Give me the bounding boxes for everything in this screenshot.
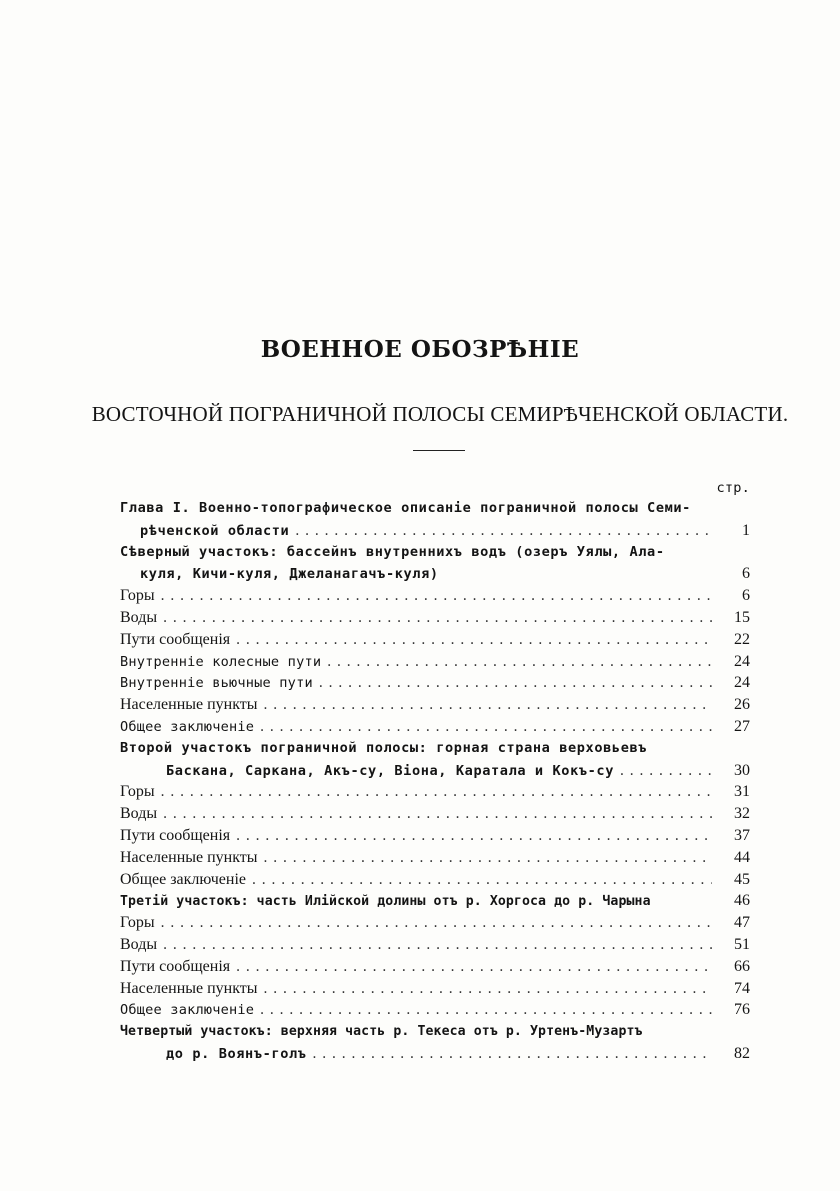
toc-entry-page: 31 xyxy=(734,783,750,801)
toc-entry-page: 1 xyxy=(742,521,750,539)
toc-entry xyxy=(120,847,750,869)
toc-entry xyxy=(120,651,750,673)
toc-entry-text: Четвертый участокъ: верхняя часть р. Текеса отъ р. Уртенъ-Музартъ xyxy=(120,1024,643,1040)
toc-entry-page: 37 xyxy=(734,826,750,844)
document-title: ВОЕННОЕ ОБОЗРѢНІЕ xyxy=(260,336,580,363)
toc-entry-text: Внутренніе вьючные пути xyxy=(120,675,313,692)
toc-entry xyxy=(120,738,750,760)
dot-leader xyxy=(264,978,712,1000)
dot-leader xyxy=(313,1043,712,1065)
dot-leader xyxy=(236,956,712,978)
toc-entry xyxy=(120,912,750,934)
toc-entry-text: Пути сообщенія xyxy=(120,957,231,975)
toc-entry-page: 44 xyxy=(734,848,750,866)
toc-entry xyxy=(120,694,750,716)
toc-entry-page: 32 xyxy=(734,805,750,823)
toc-entry xyxy=(120,607,750,629)
toc-entry xyxy=(120,563,750,585)
toc-entry-text: до р. Воянъ-голъ xyxy=(166,1045,307,1062)
dot-leader xyxy=(252,869,712,891)
toc-entry xyxy=(120,1043,750,1065)
toc-entry-text: Пути сообщенія xyxy=(120,826,231,844)
toc-entry-page: 15 xyxy=(734,608,750,626)
toc-entry-page: 24 xyxy=(734,674,750,692)
toc-entry-text: Третій участокъ: часть Илійской долины отъ р. Хоргоса до р. Чарына xyxy=(120,894,651,910)
toc-entry xyxy=(120,716,750,738)
toc-entry-text: Общее заключеніе xyxy=(120,1002,255,1019)
dot-leader xyxy=(163,934,712,956)
page-column-header: стр. xyxy=(716,480,750,496)
dot-leader xyxy=(163,803,712,825)
toc-entry-text: Населенные пункты xyxy=(120,696,258,714)
toc-entry-page: 76 xyxy=(734,1001,750,1019)
toc-entry xyxy=(120,934,750,956)
toc-entry-text: Горы xyxy=(120,587,155,605)
toc-entry-text: Баскана, Саркана, Акъ-су, Віона, Каратала и Кокъ-су xyxy=(166,762,614,779)
toc-entry xyxy=(120,978,750,1000)
toc-entry xyxy=(120,629,750,651)
toc-entry-text: Внутренніе колесные пути xyxy=(120,653,322,670)
toc-entry-page: 74 xyxy=(734,979,750,997)
dot-leader xyxy=(236,825,712,847)
toc-entry xyxy=(120,869,750,891)
toc-entry-page: 45 xyxy=(734,870,750,888)
toc-entry xyxy=(120,803,750,825)
toc-entry-text: рѣченской области xyxy=(140,522,290,539)
document-subtitle: ВОСТОЧНОЙ ПОГРАНИЧНОЙ ПОЛОСЫ СЕМИРѢЧЕНСКОЙ ОБЛАСТИ. xyxy=(91,402,789,426)
toc-entry xyxy=(120,999,750,1021)
toc-entry-text: Воды xyxy=(120,935,158,953)
toc-entry-text: Населенные пункты xyxy=(120,848,258,866)
dot-leader xyxy=(260,999,712,1021)
toc-entry xyxy=(120,825,750,847)
toc-entry xyxy=(120,1021,750,1043)
dot-leader xyxy=(295,520,712,542)
dot-leader xyxy=(163,607,712,629)
toc-entry-page: 82 xyxy=(734,1044,750,1062)
toc-entry-text: Второй участокъ пограничной полосы: горная страна верховьевъ xyxy=(120,739,648,756)
toc-entry-text: Пути сообщенія xyxy=(120,630,231,648)
toc-entry-text: Горы xyxy=(120,914,155,932)
dot-leader xyxy=(161,781,712,803)
table-of-contents xyxy=(120,478,750,1065)
toc-entry xyxy=(120,890,750,912)
toc-entry-page: 47 xyxy=(734,914,750,932)
toc-entry-page: 6 xyxy=(742,565,750,583)
dot-leader xyxy=(327,651,712,673)
toc-entry-text: Горы xyxy=(120,783,155,801)
dot-leader xyxy=(161,912,712,934)
dot-leader xyxy=(236,629,712,651)
dot-leader xyxy=(620,760,712,782)
toc-entry-page: 24 xyxy=(734,652,750,670)
toc-entry xyxy=(120,585,750,607)
toc-entry xyxy=(120,781,750,803)
dot-leader xyxy=(260,716,712,738)
toc-entry-text: Общее заключеніе xyxy=(120,870,246,888)
toc-entry-page: 26 xyxy=(734,696,750,714)
toc-entry-text: Воды xyxy=(120,608,158,626)
toc-entry-page: 6 xyxy=(742,587,750,605)
toc-entry-page: 51 xyxy=(734,935,750,953)
toc-entry-text: куля, Кичи-куля, Джеланагачъ-куля) xyxy=(140,566,439,583)
toc-entry-page: 30 xyxy=(734,761,750,779)
toc-entry-page: 22 xyxy=(734,630,750,648)
toc-entry xyxy=(120,520,750,542)
toc-entry-text: Глава I. Военно-топографическое описаніе пограничной полосы Семи- xyxy=(120,500,691,516)
toc-entry xyxy=(120,498,750,520)
dot-leader xyxy=(264,847,712,869)
dot-leader xyxy=(319,672,712,694)
toc-entry xyxy=(120,672,750,694)
toc-entry-text: Населенные пункты xyxy=(120,979,258,997)
toc-entry-page: 66 xyxy=(734,957,750,975)
dot-leader xyxy=(161,585,712,607)
dot-leader xyxy=(264,694,712,716)
toc-entry-text: Воды xyxy=(120,805,158,823)
toc-entry xyxy=(120,542,750,564)
title-divider xyxy=(413,450,465,451)
toc-entry-text: Сѣверный участокъ: бассейнъ внутреннихъ водъ (озеръ Уялы, Ала- xyxy=(120,543,665,560)
toc-entry xyxy=(120,760,750,782)
toc-entry-text: Общее заключеніе xyxy=(120,718,255,735)
toc-entry xyxy=(120,956,750,978)
toc-entry-page: 27 xyxy=(734,717,750,735)
toc-entry-page: 46 xyxy=(734,892,750,910)
